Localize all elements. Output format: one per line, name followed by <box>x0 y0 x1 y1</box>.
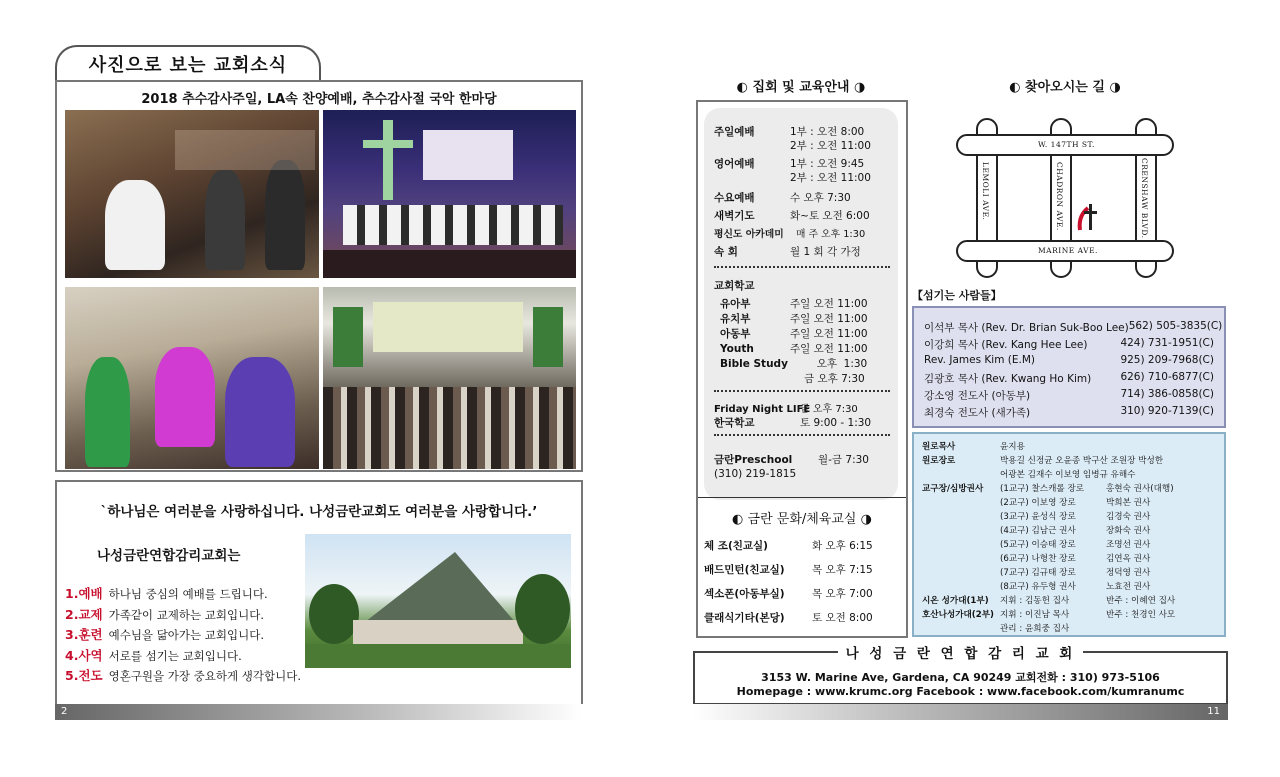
choir-photo <box>323 110 576 278</box>
staff-title: 【섬기는 사람들】 <box>912 289 1002 302</box>
church-building-photo <box>305 534 571 668</box>
schedule-row: 영어예배 1부 : 오전 9:45 <box>714 158 865 170</box>
list-item: 3.훈련 예수님을 닮아가는 교회입니다. <box>65 627 264 642</box>
directions-map <box>950 118 1180 280</box>
elders-box <box>912 432 1226 637</box>
schedule-row: 금 오후 7:30 <box>804 373 865 385</box>
elders-row: (3교구) 윤성식 장로 김경숙 권사 <box>1000 512 1151 522</box>
photo-caption: 2018 추수감사주일, LA속 찬양예배, 추수감사절 국악 한마당 <box>141 92 497 107</box>
staff-row: 이석부 목사 (Rev. Dr. Brian Suk-Boo Lee) 562) 505-3835(C) <box>924 320 1223 334</box>
mission-box <box>55 480 583 706</box>
divider <box>698 497 906 498</box>
elders-row: (6교구) 나형찬 장로 김연옥 권사 <box>1000 554 1151 564</box>
divider <box>714 390 890 392</box>
list-item: 1.예배 하나님 중심의 예배를 드립니다. <box>65 586 268 601</box>
elders-row: (4교구) 김남근 권사 장화숙 권사 <box>1000 526 1151 536</box>
staff-row: 이강희 목사 (Rev. Kang Hee Lee) 424) 731-1951(C) <box>924 337 1214 351</box>
schedule-row: 금란Preschool 월-금 7:30 <box>714 454 869 466</box>
schedule-row: 2부 : 오전 11:00 <box>790 140 871 152</box>
church-address-box <box>693 646 1228 705</box>
divider <box>714 434 890 436</box>
schedule-row: 새벽기도 화~토 오전 6:00 <box>714 210 870 222</box>
elders-row: 관리 : 윤희중 집사 <box>1000 624 1070 634</box>
elders-row: (2교구) 이보영 장로 박희본 권사 <box>1000 498 1151 508</box>
church-address: 3153 W. Marine Ave, Gardena, CA 90249 교회전화 : 310) 973-5106 <box>761 671 1160 684</box>
staff-box <box>912 306 1226 428</box>
elders-row: 원로목사 윤지용 <box>922 442 1025 452</box>
section-title: 사진으로 보는 교회소식 <box>55 45 321 81</box>
elders-row: 어광본 김재수 이보영 임병규 유해수 <box>1000 470 1136 480</box>
elders-row: (7교구) 김규태 장로 정덕영 권사 <box>1000 568 1151 578</box>
culture-row: 섹소폰(아동부실) 목 오후 7:00 <box>704 588 873 600</box>
schedule-box <box>696 100 908 638</box>
schedule-panel <box>704 108 898 500</box>
directions-title: ◐ 찾아오시는 길 ◑ <box>1009 80 1121 95</box>
schedule-row: Friday Night LIFE금 오후 7:30 <box>714 404 858 415</box>
mission-quote: `하나님은 여러분을 사랑하십니다. 나성금란교회도 여러분을 사랑합니다.’ <box>100 504 538 520</box>
elders-row: 교구장/심방권사 (1교구) 찰스캐롤 장로 홍현숙 권사(대행) <box>922 484 1174 494</box>
staff-row: 김광호 목사 (Rev. Kwang Ho Kim) 626) 710-6877(C) <box>924 371 1214 385</box>
church-name: 나 성 금 란 연 합 감 리 교 회 <box>695 642 1226 662</box>
preschool-phone: (310) 219-1815 <box>714 468 797 480</box>
elders-row: 호산나성가대(2부) 지휘 : 이진남 목사 반주 : 천경인 사모 <box>922 610 1176 620</box>
schedule-row: 수요예배 수 오후 7:30 <box>714 192 851 204</box>
schedule-row: Bible Study 오후 1:30 <box>720 358 868 370</box>
staff-row: Rev. James Kim (E.M) 925) 209-7968(C) <box>924 354 1214 366</box>
schedule-row: 속 회 월 1 회 각 가정 <box>714 246 861 258</box>
list-item: 4.사역 서로를 섬기는 교회입니다. <box>65 647 242 663</box>
page-number-left: 2 <box>55 704 583 720</box>
mission-list <box>65 584 301 687</box>
culture-row: 체 조(친교실) 화 오후 6:15 <box>704 540 873 552</box>
schedule-title: ◐ 집회 및 교육안내 ◑ <box>736 80 866 95</box>
culture-row: 배드민턴(친교실) 목 오후 7:15 <box>704 564 873 576</box>
street-label: W. 147TH ST. <box>1038 140 1095 149</box>
street-label: LEMOLI AVE. <box>981 162 990 221</box>
schedule-row: 유치부 주일 오전 11:00 <box>720 313 868 325</box>
schedule-row: 한국학교 토 9:00 - 1:30 <box>714 417 872 429</box>
school-heading: 교회학교 <box>714 280 755 292</box>
thanksgiving-photo <box>65 110 319 278</box>
elders-row: 시온 성가대(1부) 지휘 : 김동헌 집사 반주 : 이혜연 집사 <box>922 596 1176 606</box>
church-web: Homepage : www.krumc.org Facebook : www.facebook.com/kumranumc <box>736 685 1185 698</box>
fellowship-hall-photo <box>323 287 576 469</box>
list-item: 2.교제 가족같이 교제하는 교회입니다. <box>65 606 264 622</box>
page-number-right: 11 <box>693 704 1228 720</box>
schedule-row: 아동부 주일 오전 11:00 <box>720 328 868 340</box>
street-label: CRENSHAW BLVD. <box>1140 158 1149 239</box>
elders-row: (5교구) 이승태 장로 조명선 권사 <box>1000 540 1151 550</box>
divider <box>714 266 890 268</box>
schedule-row: 평신도 아카데미 매 주 오후 1:30 <box>714 229 866 240</box>
schedule-row: 2부 : 오전 11:00 <box>790 172 871 184</box>
staff-row: 강소영 전도사 (아동부) 714) 386-0858(C) <box>924 388 1214 402</box>
street-label: CHADRON AVE. <box>1055 162 1064 231</box>
photo-news-box <box>55 80 583 472</box>
mission-heading: 나성금란연합감리교회는 <box>97 548 241 564</box>
church-location-icon <box>1076 202 1100 232</box>
culture-title: ◐ 금란 문화/체육교실 ◑ <box>732 512 872 527</box>
elders-row: 원로장로 박용길 신정균 오윤종 박구산 조원장 박성한 <box>922 456 1164 466</box>
culture-row: 클래식기타(본당) 토 오전 8:00 <box>704 612 873 624</box>
dance-photo <box>65 287 319 469</box>
street-label: MARINE AVE. <box>1038 246 1098 255</box>
schedule-row: 유아부 주일 오전 11:00 <box>720 298 868 310</box>
schedule-row: Youth 주일 오전 11:00 <box>720 343 868 355</box>
elders-row: (8교구) 유두형 권사 노효전 권사 <box>1000 582 1151 592</box>
schedule-row: 주일예배 1부 : 오전 8:00 <box>714 126 865 138</box>
staff-row: 최경숙 전도사 (새가족) 310) 920-7139(C) <box>924 405 1214 419</box>
list-item: 5.전도 영혼구원을 가장 중요하게 생각합니다. <box>65 668 301 683</box>
